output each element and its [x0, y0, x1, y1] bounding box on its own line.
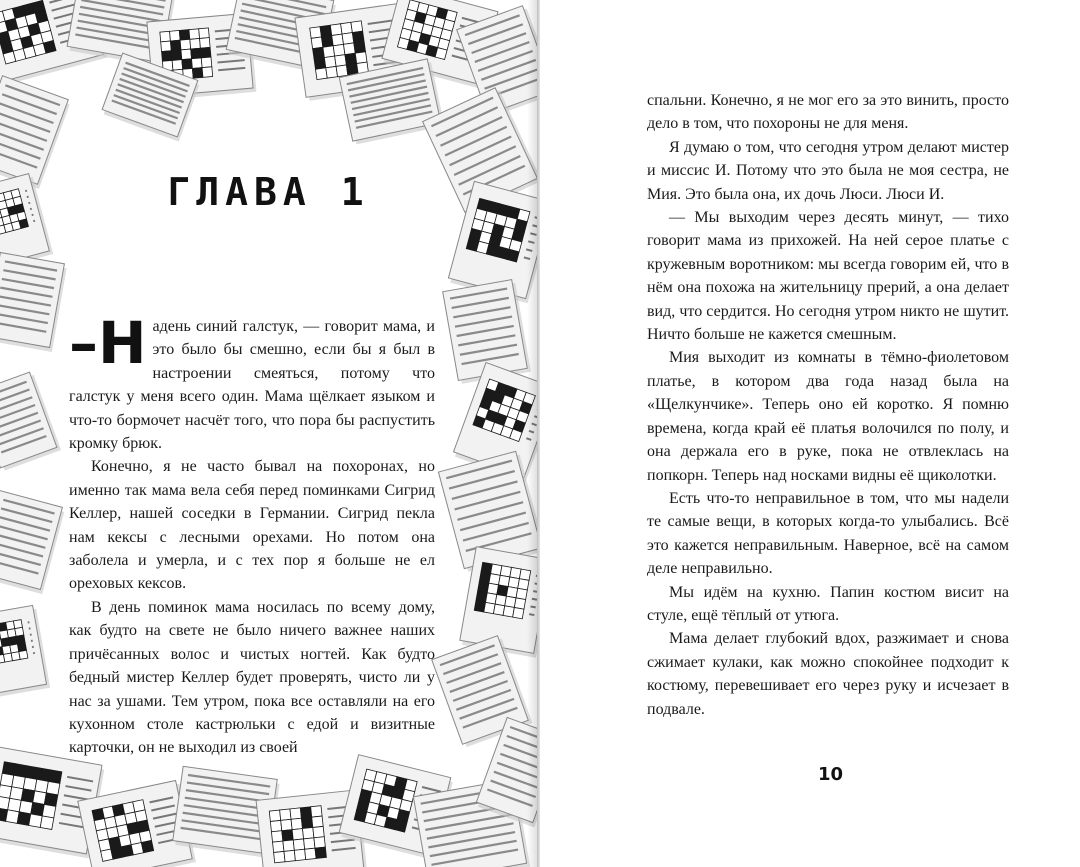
- right-page-text: [647, 89, 1009, 721]
- drop-cap: –Н: [69, 309, 147, 377]
- paragraph-text: адень синий галстук, — говорит мама, и это было бы смешно, если бы я был в настроении смеяться, потому что галстук у меня всего один. Мама щёлкает языком и что-то бормочет насчёт того, что пора бы распустить кромку брюк.: [69, 318, 435, 453]
- chapter-title: ГЛАВА 1: [167, 170, 370, 214]
- paragraph: — Мы выходим через десять минут, — тихо говорит мама из прихожей. На ней серое платье с кружевным воротником: мы всегда говорим ей, что в нём она похожа на жительницу прерий, а она делает вид, что сердится. Но сегодня утром никто не шутит. Ничто больше не кажется смешным.: [647, 209, 1009, 344]
- paragraph: Конечно, я не часто бывал на похоронах, но именно так мама вела себя перед поминками Сигрид Келлер, нашей соседки в Германии. Сигрид пекла нам кексы с лесными орехами. Но потом она заболела и умерла, и с тех пор я больше не ел ореховых кексов.: [69, 458, 435, 593]
- paragraph: Мама делает глубокий вдох, разжимает и снова сжимает кулаки, как можно спокойнее подходит к костюму, перевешивает его через руку и исчезает в подвале.: [647, 630, 1009, 718]
- left-page-text: [69, 309, 435, 760]
- paragraph: [69, 309, 435, 455]
- paragraph: Мия выходит из комнаты в тёмно-фиолетовом платье, в котором два года назад была на «Щелкунчике». Теперь оно ей коротко. Я помню времена, когда край её платья волочился по полу, и она держала его в руке, пока не отвлеклась на попкорн. Теперь над носками видны её щиколотки.: [647, 349, 1009, 484]
- newspaper-sheet: [0, 605, 50, 699]
- newspaper-sheet: [0, 253, 67, 352]
- paragraph: Мы идём на кухню. Папин костюм висит на стуле, ещё тёплый от утюга.: [647, 583, 1009, 624]
- paragraph: В день поминок мама носилась по всему дому, как будто на свете не было ничего важнее наших причёсанных волос и чистых ногтей. Как будто бедный мистер Келлер будет проверять, чисто ли у нас за ушами. Тем утром, пока все оставляли на его кухонном столе кастрюльки с едой и визитные карточки, он не выходил из своей: [69, 598, 435, 757]
- newspaper-sheet: [0, 491, 65, 595]
- newspaper-sheet: [0, 371, 61, 471]
- paragraph: Есть что-то неправильное в том, что мы надели те самые вещи, в которых когда-то улыбались. Всё это кажется неправильным. Наверное, всё на самом деле неправильно.: [647, 489, 1009, 578]
- page-number: 10: [818, 764, 844, 785]
- paragraph: спальни. Конечно, я не мог его за это винить, просто дело в том, что похороны не для меня.: [647, 92, 1009, 133]
- left-page: [0, 0, 537, 867]
- paragraph: Я думаю о том, что сегодня утром делают мистер и миссис И. Потому что это была не моя сестра, не Мия. Это была она, их дочь Люси. Люси И.: [647, 138, 1009, 203]
- gutter-shadow: [527, 0, 537, 867]
